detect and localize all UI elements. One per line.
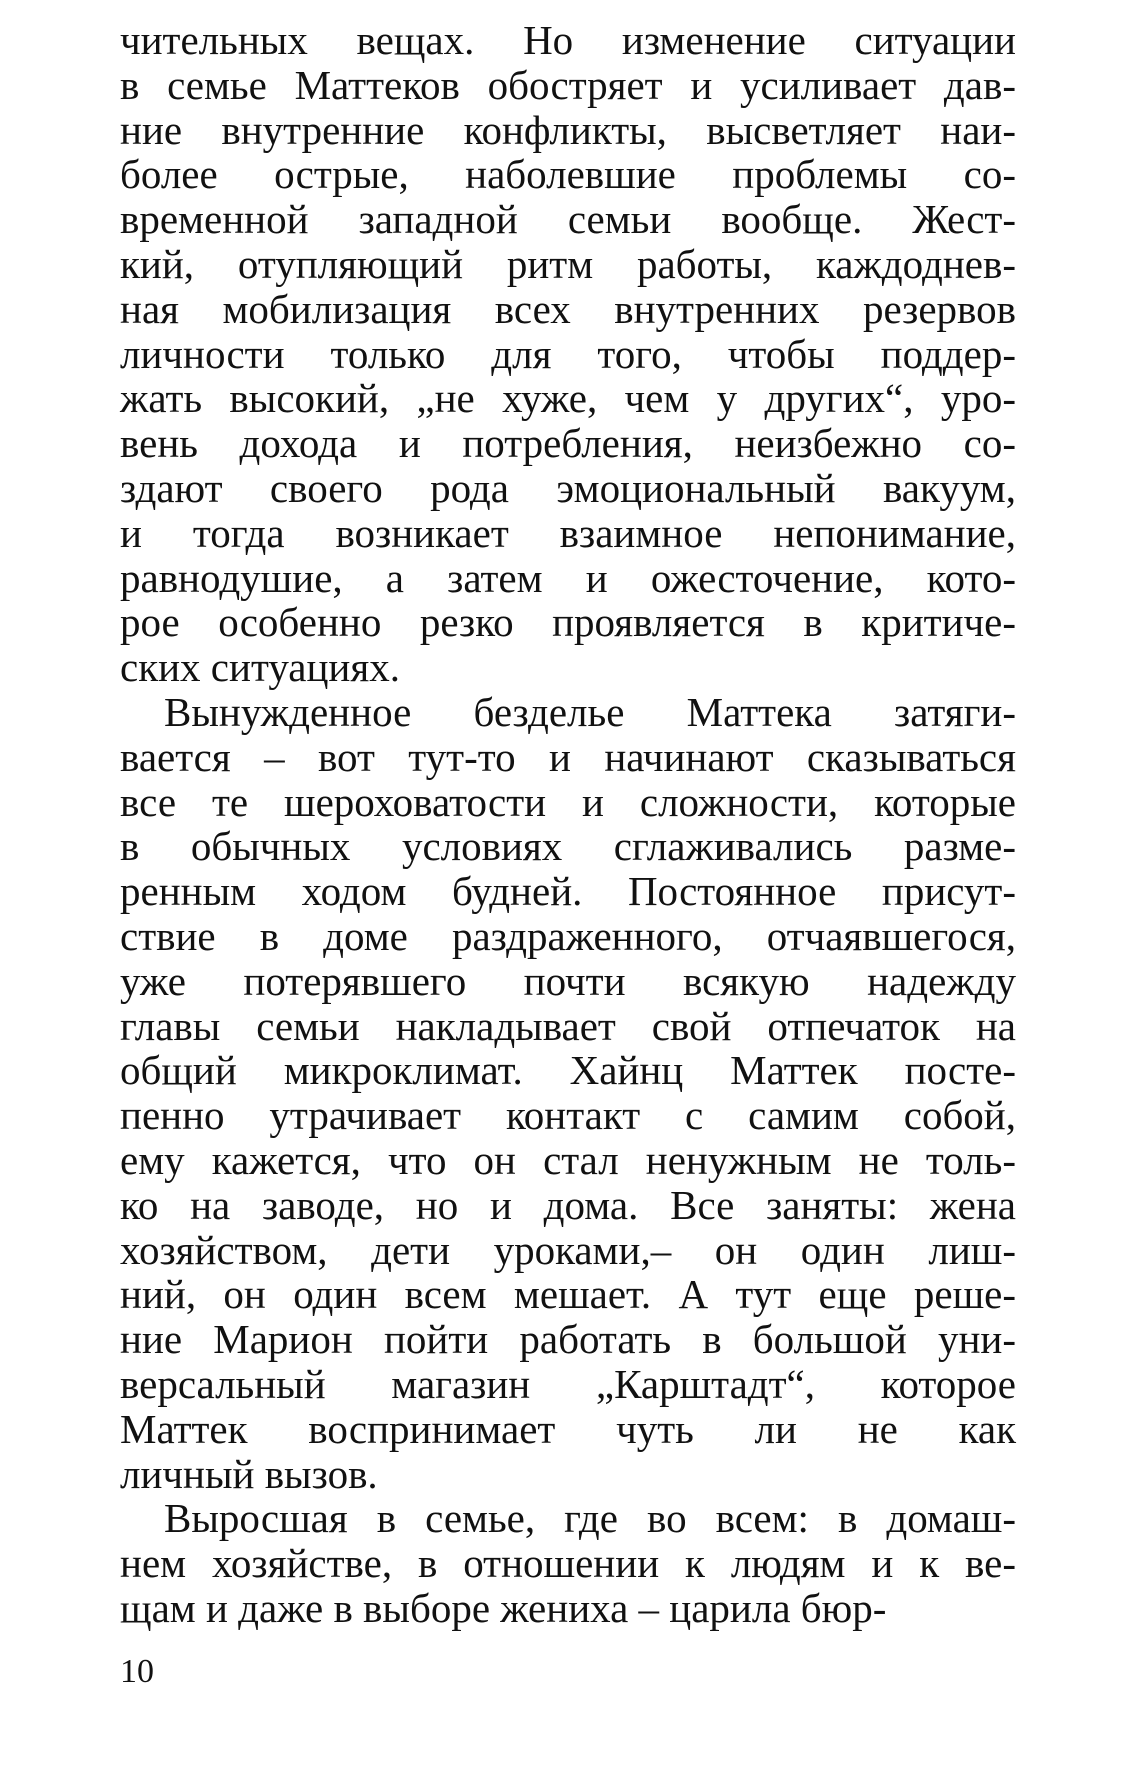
text-line: жать высокий, „не хуже, чем у других“, уро- bbox=[120, 375, 1016, 422]
text-line: все те шероховатости и сложности, которые bbox=[120, 778, 1016, 825]
text-line: щам и даже в выборе жениха – царила бюр- bbox=[120, 1584, 887, 1631]
text-line: главы семьи накладывает свой отпечаток на bbox=[120, 1002, 1016, 1049]
text-line: ему кажется, что он стал ненужным не толь- bbox=[120, 1136, 1016, 1183]
text-line: временной западной семьи вообще. Жест- bbox=[120, 196, 1016, 243]
text-line: ских ситуациях. bbox=[120, 644, 400, 691]
text-line: Вынужденное безделье Маттека затяги- bbox=[164, 688, 1016, 735]
text-line: ко на заводе, но и дома. Все заняты: жена bbox=[120, 1181, 1016, 1228]
text-line: нем хозяйстве, в отношении к людям и к ве- bbox=[120, 1540, 1016, 1587]
text-line: рое особенно резко проявляется в критиче- bbox=[120, 599, 1016, 646]
text-line: в семье Маттеков обостряет и усиливает дав- bbox=[120, 61, 1016, 108]
page-number: 10 bbox=[120, 1653, 154, 1690]
text-line: вень дохода и потребления, неизбежно со- bbox=[120, 420, 1016, 467]
text-line: хозяйством, дети уроками,– он один лиш- bbox=[120, 1226, 1016, 1273]
text-line: в обычных условиях сглаживались разме- bbox=[120, 823, 1016, 870]
text-line: здают своего рода эмоциональный вакуум, bbox=[120, 464, 1016, 511]
text-line: чительных вещах. Но изменение ситуации bbox=[120, 17, 1016, 63]
text-line: ний, он один всем мешает. А тут еще реше- bbox=[120, 1271, 1016, 1318]
text-line: ствие в доме раздраженного, отчаявшегося, bbox=[120, 912, 1016, 959]
text-line: личности только для того, чтобы поддер- bbox=[120, 330, 1016, 377]
text-line: кий, отупляющий ритм работы, каждоднев- bbox=[120, 240, 1016, 287]
text-line: версальный магазин „Карштадт“, которое bbox=[120, 1360, 1016, 1407]
text-line: Выросшая в семье, где во всем: в домаш- bbox=[164, 1495, 1016, 1542]
text-line: вается – вот тут-то и начинают сказываться bbox=[120, 733, 1016, 780]
text-line: ная мобилизация всех внутренних резервов bbox=[120, 285, 1016, 332]
text-line: общий микроклимат. Хайнц Маттек посте- bbox=[120, 1047, 1016, 1094]
paragraph bbox=[120, 1496, 1016, 1630]
text-line: личный вызов. bbox=[120, 1450, 378, 1497]
text-line: ние внутренние конфликты, высветляет наи- bbox=[120, 106, 1016, 153]
text-line: равнодушие, а затем и ожесточение, кото- bbox=[120, 554, 1016, 601]
paragraph bbox=[120, 18, 1016, 690]
text-line: ренным ходом будней. Постоянное присут- bbox=[120, 868, 1016, 915]
text-line: уже потерявшего почти всякую надежду bbox=[120, 957, 1016, 1004]
text-line: более острые, наболевшие проблемы со- bbox=[120, 151, 1016, 198]
paragraph bbox=[120, 690, 1016, 1496]
text-line: Маттек воспринимает чуть ли не как bbox=[120, 1405, 1016, 1452]
text-line: ние Марион пойти работать в большой уни- bbox=[120, 1316, 1016, 1363]
body-text bbox=[120, 18, 1016, 1631]
text-line: пенно утрачивает контакт с самим собой, bbox=[120, 1092, 1016, 1139]
text-line: и тогда возникает взаимное непонимание, bbox=[120, 509, 1016, 556]
